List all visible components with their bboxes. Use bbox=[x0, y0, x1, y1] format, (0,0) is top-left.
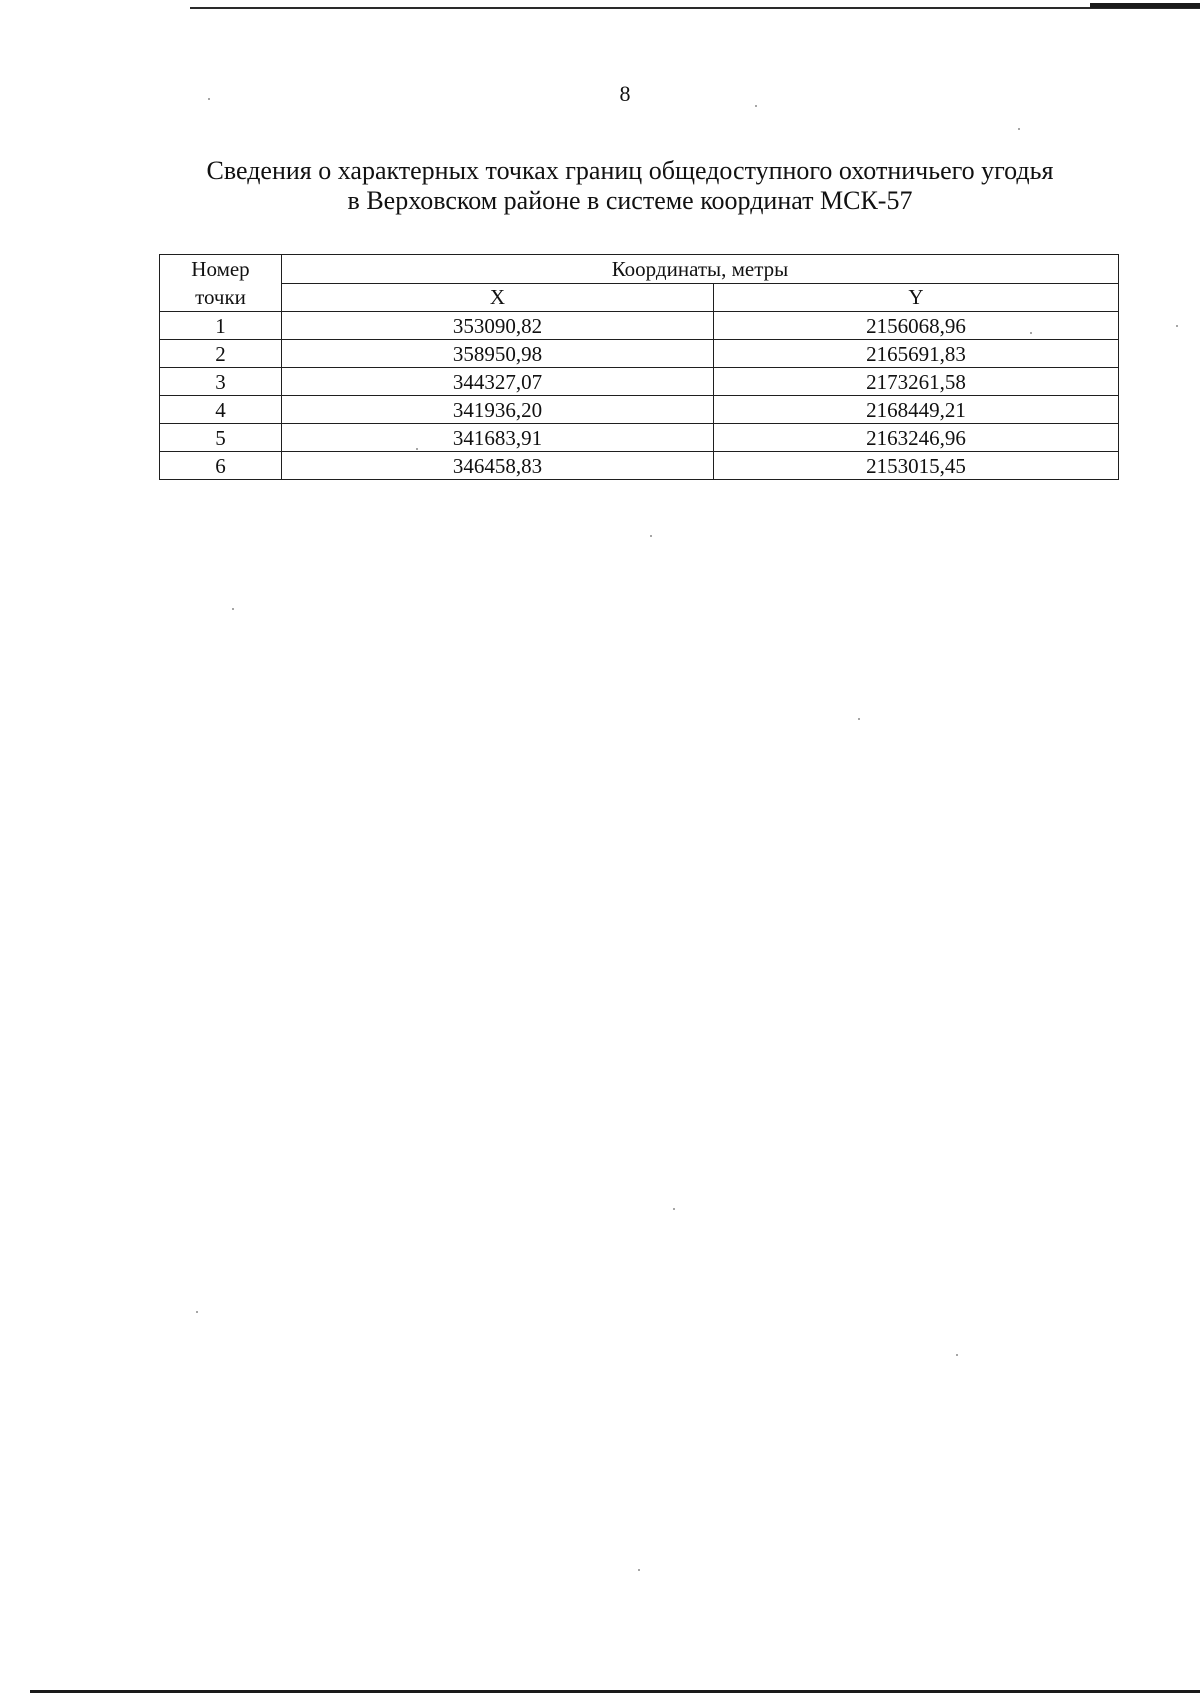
table-header-row bbox=[160, 255, 1119, 284]
page-number: 8 bbox=[619, 81, 631, 106]
bottom-border-line bbox=[30, 1690, 1200, 1693]
scan-speck bbox=[638, 1569, 640, 1571]
table-row bbox=[160, 312, 1119, 340]
title-line-2: в Верховском районе в системе координат МСК-57 bbox=[347, 186, 913, 215]
y-coordinate-cell: 2173261,58 bbox=[714, 368, 1119, 396]
point-number-cell: 3 bbox=[160, 368, 282, 396]
scan-speck bbox=[1176, 325, 1178, 327]
x-coordinate-cell: 341936,20 bbox=[282, 396, 714, 424]
y-coordinate-cell: 2168449,21 bbox=[714, 396, 1119, 424]
top-border-edge bbox=[1090, 3, 1200, 8]
point-header-line-1: Номер bbox=[191, 257, 250, 281]
scan-speck bbox=[1030, 332, 1032, 334]
coordinates-table bbox=[159, 254, 1119, 480]
title-line-1: Сведения о характерных точках границ общедоступного охотничьего угодья bbox=[206, 156, 1054, 185]
top-border-line bbox=[190, 7, 1200, 9]
x-column-header: X bbox=[282, 283, 714, 312]
coordinates-header: Координаты, метры bbox=[282, 255, 1119, 284]
scan-speck bbox=[650, 535, 652, 537]
scan-speck bbox=[858, 718, 860, 720]
y-coordinate-cell: 2163246,96 bbox=[714, 424, 1119, 452]
point-number-header bbox=[160, 255, 282, 312]
point-number-cell: 5 bbox=[160, 424, 282, 452]
scan-speck bbox=[196, 1311, 198, 1313]
x-coordinate-cell: 353090,82 bbox=[282, 312, 714, 340]
x-coordinate-cell: 358950,98 bbox=[282, 340, 714, 368]
table-subheader-row bbox=[160, 283, 1119, 312]
point-number-cell: 4 bbox=[160, 396, 282, 424]
x-coordinate-cell: 346458,83 bbox=[282, 452, 714, 480]
scan-speck bbox=[1018, 128, 1020, 130]
point-number-cell: 6 bbox=[160, 452, 282, 480]
y-coordinate-cell: 2153015,45 bbox=[714, 452, 1119, 480]
y-coordinate-cell: 2156068,96 bbox=[714, 312, 1119, 340]
x-coordinate-cell: 344327,07 bbox=[282, 368, 714, 396]
scan-speck bbox=[956, 1354, 958, 1356]
table-row bbox=[160, 396, 1119, 424]
scan-speck bbox=[416, 448, 418, 450]
table-row bbox=[160, 452, 1119, 480]
point-number-cell: 2 bbox=[160, 340, 282, 368]
point-number-cell: 1 bbox=[160, 312, 282, 340]
y-column-header: Y bbox=[714, 283, 1119, 312]
point-header-line-2: точки bbox=[195, 285, 246, 309]
document-title bbox=[130, 156, 1130, 216]
scan-speck bbox=[232, 608, 234, 610]
table-row bbox=[160, 368, 1119, 396]
table-row bbox=[160, 340, 1119, 368]
scan-speck bbox=[208, 98, 210, 100]
y-coordinate-cell: 2165691,83 bbox=[714, 340, 1119, 368]
scan-speck bbox=[755, 105, 757, 107]
table-row bbox=[160, 424, 1119, 452]
x-coordinate-cell: 341683,91 bbox=[282, 424, 714, 452]
scan-speck bbox=[673, 1208, 675, 1210]
